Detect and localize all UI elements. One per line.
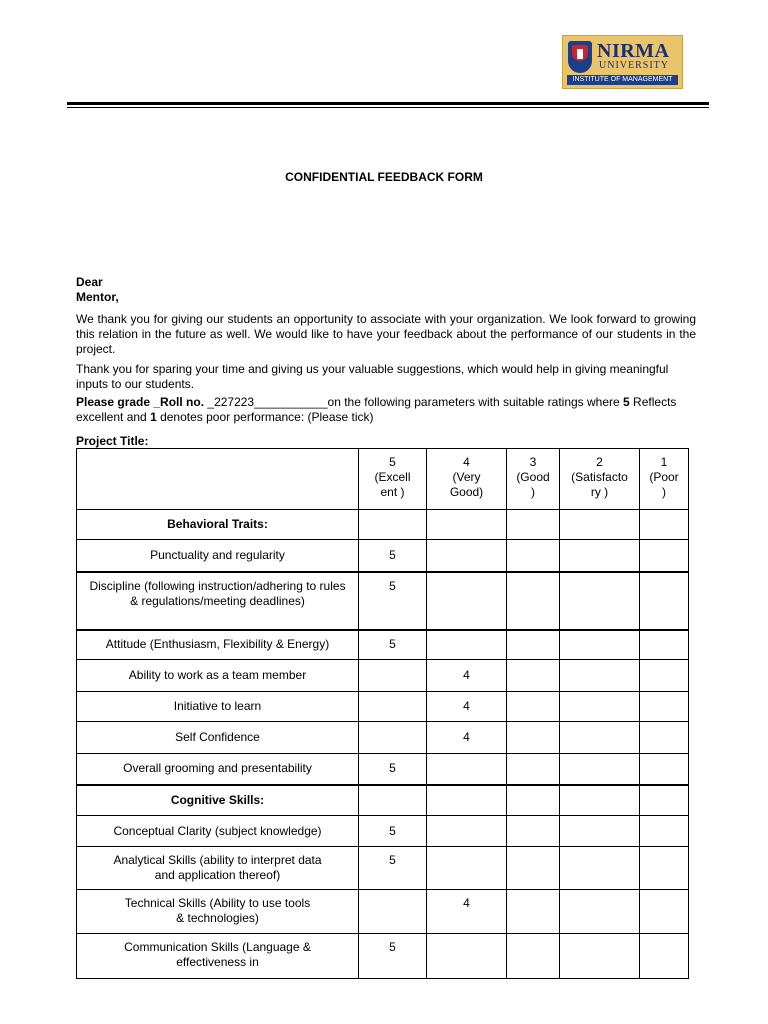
rating-cell[interactable]: 5 (359, 754, 427, 785)
rating-cell[interactable] (560, 890, 640, 934)
rating-cell[interactable] (640, 785, 689, 816)
parameter-label: Self Confidence (77, 722, 359, 754)
header-rule-thin (67, 107, 709, 108)
logo-name: NIRMA (597, 40, 670, 62)
rating-header-row (77, 449, 689, 510)
rating-header-cell: 5 (Excell ent ) (359, 449, 427, 510)
rating-cell[interactable] (427, 816, 507, 847)
rating-cell[interactable] (640, 722, 689, 754)
parameter-row (77, 660, 689, 692)
rating-cell[interactable] (560, 510, 640, 540)
rating-cell[interactable] (560, 934, 640, 979)
rating-cell[interactable] (507, 540, 560, 572)
thanks-paragraph: Thank you for sparing your time and giving us your valuable suggestions, which would help in giving meaningful inputs to our students. (76, 362, 669, 391)
parameter-row (77, 540, 689, 572)
rating-cell[interactable]: 4 (427, 692, 507, 722)
rating-cell[interactable] (507, 934, 560, 979)
rating-cell[interactable] (640, 934, 689, 979)
logo-sub: UNIVERSITY (599, 60, 669, 71)
rating-cell[interactable] (507, 722, 560, 754)
parameter-label: Overall grooming and presentability (77, 754, 359, 785)
logo-bar: INSTITUTE OF MANAGEMENT (567, 75, 678, 85)
parameter-label: Initiative to learn (77, 692, 359, 722)
rating-cell[interactable] (560, 630, 640, 660)
parameter-label: Conceptual Clarity (subject knowledge) (77, 816, 359, 847)
rating-header-cell: 1 (Poor ) (640, 449, 689, 510)
section-heading: Behavioral Traits: (77, 510, 359, 540)
rating-cell[interactable] (359, 785, 427, 816)
feedback-table-body (77, 449, 689, 979)
parameter-row (77, 847, 689, 890)
grade-text: on the following parameters with suitable ratings where (327, 395, 624, 409)
parameter-row (77, 630, 689, 660)
rating-cell[interactable] (427, 754, 507, 785)
nirma-logo (562, 35, 683, 89)
rating-header-cell: 2 (Satisfacto ry ) (560, 449, 640, 510)
rating-cell[interactable] (359, 510, 427, 540)
parameter-label: Punctuality and regularity (77, 540, 359, 572)
rating-cell[interactable] (640, 890, 689, 934)
greeting (76, 275, 696, 305)
rating-cell[interactable]: 5 (359, 540, 427, 572)
parameter-row (77, 816, 689, 847)
rating-cell[interactable] (560, 785, 640, 816)
rating-cell[interactable] (427, 572, 507, 630)
rating-cell[interactable] (640, 540, 689, 572)
rating-cell[interactable] (427, 510, 507, 540)
parameter-label: Communication Skills (Language & effectiveness in (77, 934, 359, 979)
rating-cell[interactable]: 4 (427, 890, 507, 934)
rating-cell[interactable] (560, 722, 640, 754)
rating-cell[interactable] (560, 572, 640, 630)
grade-instruction (76, 395, 696, 425)
parameter-row (77, 890, 689, 934)
rating-cell[interactable] (427, 847, 507, 890)
feedback-table (76, 448, 689, 979)
rating-header-cell: 3 (Good ) (507, 449, 560, 510)
rating-cell[interactable]: 5 (359, 847, 427, 890)
rating-header-cell: 4 (Very Good) (427, 449, 507, 510)
rating-cell[interactable]: 5 (359, 934, 427, 979)
rating-cell[interactable] (359, 890, 427, 934)
form-title: CONFIDENTIAL FEEDBACK FORM (285, 170, 483, 184)
rating-cell[interactable] (640, 847, 689, 890)
section-row (77, 510, 689, 540)
parameter-row (77, 754, 689, 785)
rating-cell[interactable] (507, 890, 560, 934)
rating-cell[interactable] (640, 630, 689, 660)
parameter-row (77, 934, 689, 979)
rating-cell[interactable] (640, 754, 689, 785)
parameter-header-cell (77, 449, 359, 510)
section-row (77, 785, 689, 816)
rating-cell[interactable]: 4 (427, 660, 507, 692)
rating-cell[interactable]: 4 (427, 722, 507, 754)
rating-cell[interactable] (560, 847, 640, 890)
section-heading: Cognitive Skills: (77, 785, 359, 816)
rating-cell[interactable] (507, 630, 560, 660)
rating-cell[interactable]: 5 (359, 630, 427, 660)
rating-cell[interactable]: 5 (359, 572, 427, 630)
rating-cell[interactable] (560, 692, 640, 722)
rating-cell[interactable] (507, 572, 560, 630)
parameter-row (77, 692, 689, 722)
rating-cell[interactable] (560, 816, 640, 847)
rating-cell[interactable] (427, 934, 507, 979)
rating-cell[interactable] (507, 785, 560, 816)
grade-text-3: denotes poor performance: (Please tick) (156, 410, 374, 424)
project-title-label: Project Title: (76, 434, 149, 448)
rating-cell[interactable] (560, 540, 640, 572)
header-rule (67, 102, 709, 105)
crest-icon (568, 41, 592, 73)
rating-cell[interactable] (640, 572, 689, 630)
rating-cell[interactable] (507, 660, 560, 692)
grade-text-2: Reflects excellent and (76, 395, 677, 424)
grade-one: 1 (150, 410, 157, 424)
greeting-line2: Mentor, (76, 290, 119, 304)
rating-cell[interactable]: 5 (359, 816, 427, 847)
grade-label: Please grade _Roll no. (76, 395, 208, 409)
rating-cell[interactable] (427, 630, 507, 660)
rating-cell[interactable] (560, 754, 640, 785)
rating-cell[interactable] (640, 692, 689, 722)
rating-cell[interactable] (640, 510, 689, 540)
parameter-row (77, 722, 689, 754)
rating-cell[interactable] (359, 660, 427, 692)
rating-cell[interactable] (507, 692, 560, 722)
roll-number: _227223___________ (207, 395, 328, 409)
rating-cell[interactable] (507, 754, 560, 785)
parameter-label: Discipline (following instruction/adhering to rules & regulations/meeting deadlines) (77, 572, 359, 630)
parameter-label: Attitude (Enthusiasm, Flexibility & Energy) (77, 630, 359, 660)
grade-five: 5 (623, 395, 630, 409)
rating-cell[interactable] (359, 722, 427, 754)
rating-cell[interactable] (427, 785, 507, 816)
parameter-label: Analytical Skills (ability to interpret data and application thereof) (77, 847, 359, 890)
rating-cell[interactable] (359, 692, 427, 722)
greeting-line1: Dear (76, 275, 103, 289)
rating-cell[interactable] (427, 540, 507, 572)
parameter-label: Technical Skills (Ability to use tools & technologies) (77, 890, 359, 934)
rating-cell[interactable] (560, 660, 640, 692)
rating-cell[interactable] (507, 816, 560, 847)
rating-cell[interactable] (507, 847, 560, 890)
parameter-row (77, 572, 689, 630)
rating-cell[interactable] (640, 660, 689, 692)
rating-cell[interactable] (640, 816, 689, 847)
intro-paragraph: We thank you for giving our students an opportunity to associate with your organization. We look forward to growing this relation in the future as well. We would like to have your feedback about the performance of our students in the project. (76, 312, 696, 356)
rating-cell[interactable] (507, 510, 560, 540)
parameter-label: Ability to work as a team member (77, 660, 359, 692)
